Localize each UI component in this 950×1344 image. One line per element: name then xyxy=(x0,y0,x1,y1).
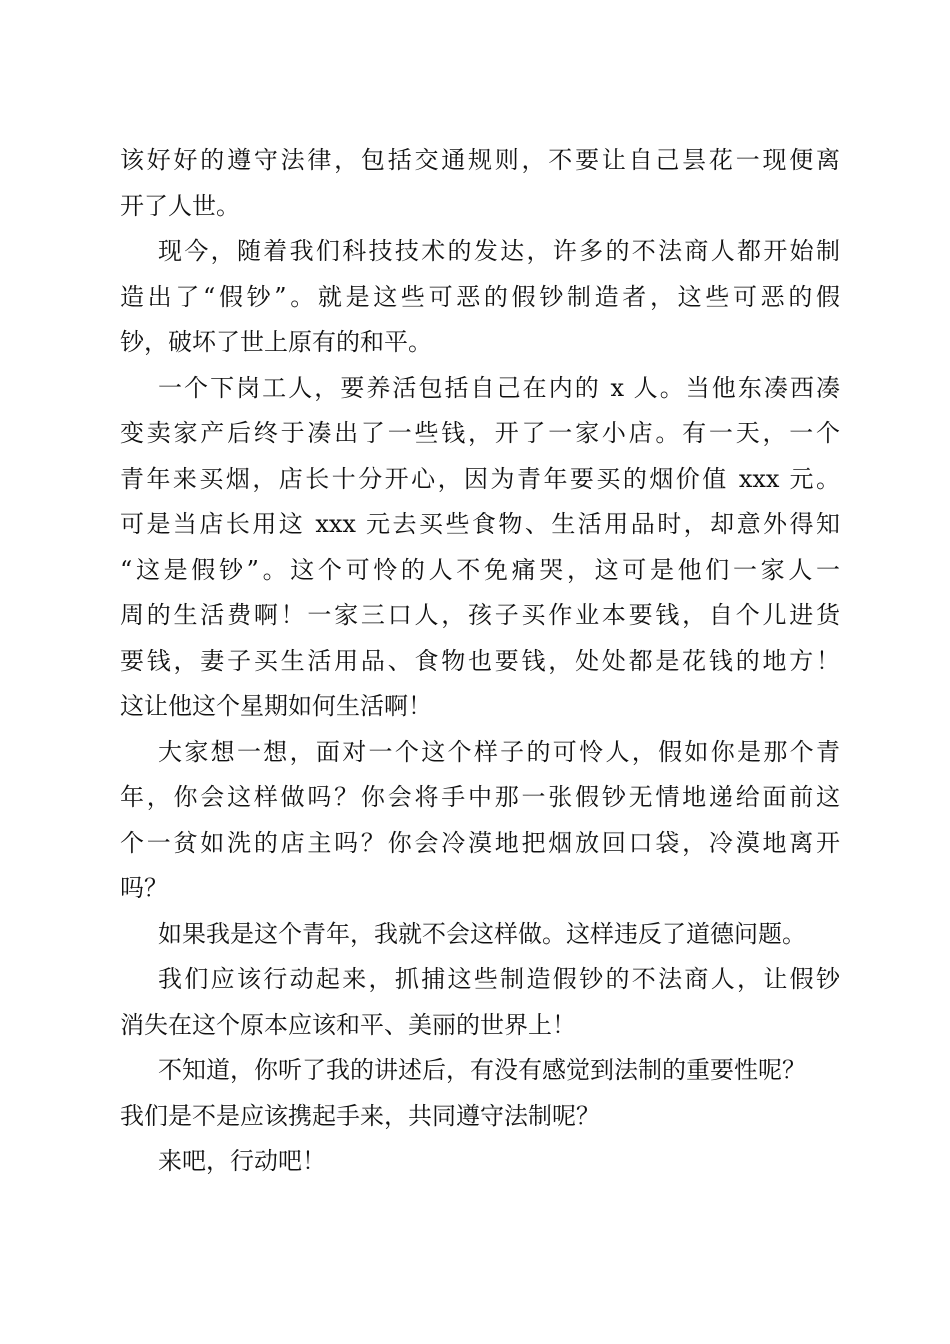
text-line: 变卖家产后终于凑出了一些钱，开了一家小店。有一天，一个 xyxy=(120,419,840,447)
text-line: 来吧，行动吧！ xyxy=(158,1147,326,1175)
document-body xyxy=(120,138,840,1185)
text-line: 可是当店长用这 xxx 元去买些食物、生活用品时，却意外得知 xyxy=(120,510,840,538)
text-line: 大家想一想，面对一个这个样子的可怜人，假如你是那个青 xyxy=(158,737,840,766)
text-line: 要钱，妻子买生活用品、食物也要钱，处处都是花钱的地方！ xyxy=(120,646,840,675)
text-line: 消失在这个原本应该和平、美丽的世界上！ xyxy=(120,1010,576,1039)
text-line: 吗？ xyxy=(120,874,168,902)
text-line: 我们应该行动起来，抓捕这些制造假钞的不法商人，让假钞 xyxy=(158,965,840,993)
text-line: 该好好的遵守法律，包括交通规则，不要让自己昙花一现便离 xyxy=(120,146,840,174)
text-line: 年，你会这样做吗？你会将手中那一张假钞无情地递给面前这 xyxy=(120,783,840,811)
text-line: 周的生活费啊！一家三口人，孩子买作业本要钱，自个儿进货 xyxy=(120,601,840,629)
text-line: 开了人世。 xyxy=(120,191,240,220)
text-line: 个一贫如洗的店主吗？你会冷漠地把烟放回口袋，冷漠地离开 xyxy=(120,828,840,857)
text-line: 现今，随着我们科技技术的发达，许多的不法商人都开始制 xyxy=(158,237,840,265)
text-line: “这是假钞”。这个可怜的人不免痛哭，这可是他们一家人一 xyxy=(120,555,840,584)
text-line: 钞，破坏了世上原有的和平。 xyxy=(120,328,432,356)
text-line: 如果我是这个青年，我就不会这样做。这样违反了道德问题。 xyxy=(158,919,806,948)
text-line: 这让他这个星期如何生活啊！ xyxy=(120,692,432,720)
text-line: 我们是不是应该携起手来，共同遵守法制呢？ xyxy=(120,1101,600,1130)
text-line: 青年来买烟，店长十分开心，因为青年要买的烟价值 xxx 元。 xyxy=(120,464,840,493)
text-line: 造出了“假钞”。就是这些可恶的假钞制造者，这些可恶的假 xyxy=(120,282,840,311)
text-line: 不知道，你听了我的讲述后，有没有感觉到法制的重要性呢？ xyxy=(158,1056,806,1084)
text-line: 一个下岗工人，要养活包括自己在内的 x 人。当他东凑西凑 xyxy=(158,373,840,402)
